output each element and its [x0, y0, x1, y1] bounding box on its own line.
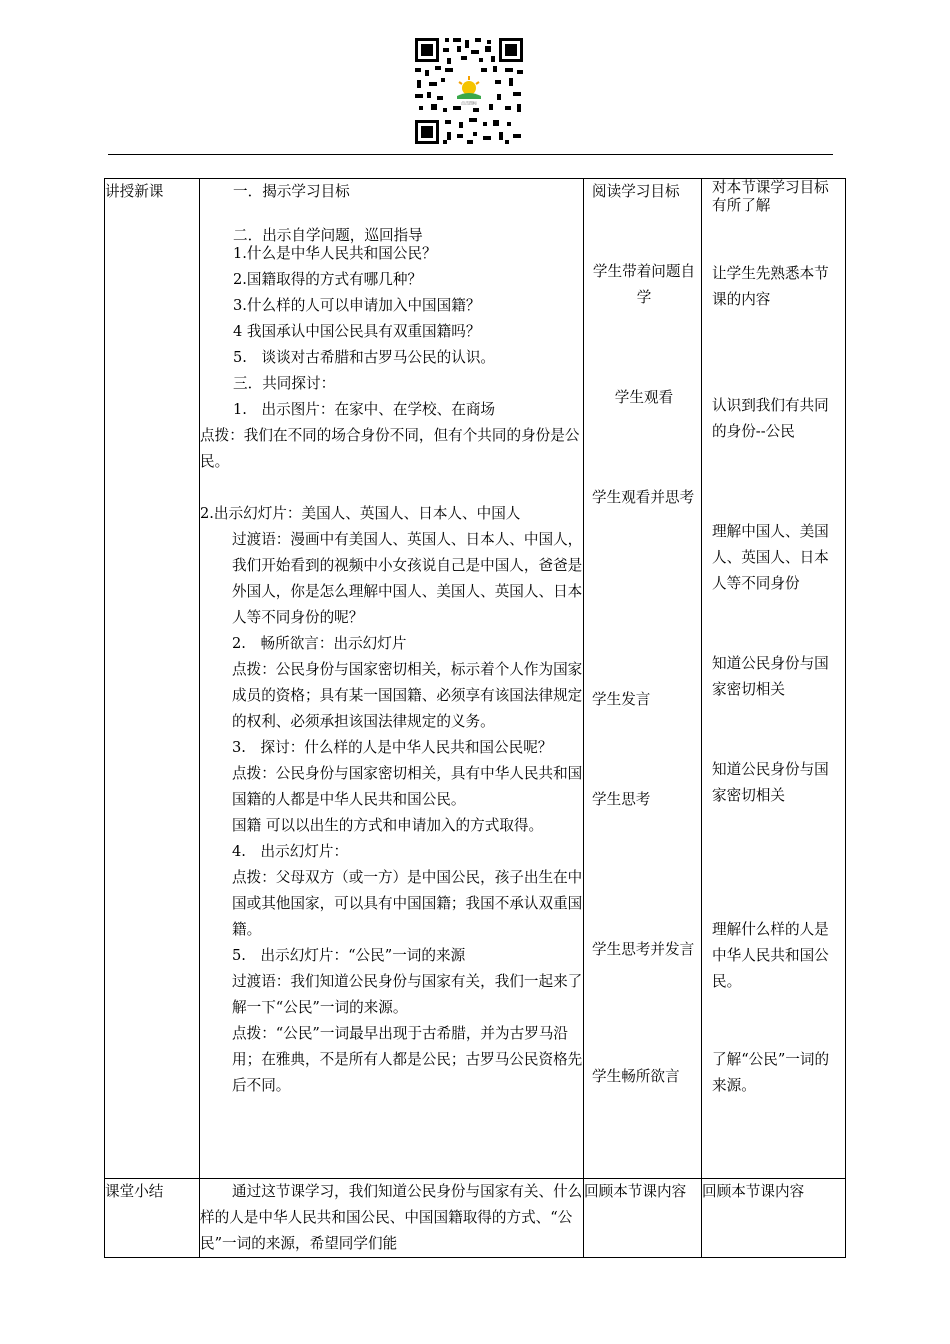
- question-item: 5. 谈谈对古希腊和古罗马公民的认识。: [233, 349, 496, 366]
- transition-text: 过渡语：我们知道公民身份与国家有关，我们一起来了解一下“公民”一词的来源。: [232, 973, 583, 1016]
- table-row: [105, 1179, 846, 1258]
- question-item: 3.什么样的人可以申请加入中国国籍？: [233, 297, 481, 314]
- transition-text: 过渡语：漫画中有美国人、英国人、日本人、中国人，我们开始看到的视频中小女孩说自己是中国人，爸爸是外国人，你是怎么理解中国人、美国人、英国人、日本人等不同身份的呢？: [232, 531, 583, 626]
- step-heading: 三．共同探讨：: [233, 375, 336, 392]
- student-activity: 学生发言: [592, 691, 651, 708]
- activity-item: 5. 出示幻灯片：“公民”一词的来源: [232, 947, 466, 964]
- activity-item: 2. 畅所欲言：出示幻灯片: [232, 635, 407, 652]
- activity-item: 1. 出示图片：在家中、在学校、在商场: [233, 401, 496, 418]
- design-intent: 知道公民身份与国家密切相关: [712, 761, 829, 804]
- section-label: 课堂小结: [105, 1183, 164, 1200]
- student-activity: 学生思考并发言: [592, 941, 695, 958]
- design-intent: 对本节课学习目标有所了解: [712, 179, 829, 214]
- content-cell: [200, 1179, 584, 1258]
- section-label: 讲授新课: [105, 183, 164, 200]
- guidance-text: 点拨：公民身份与国家密切相关，标示着个人作为国家成员的资格；具有某一国国籍、必须享有该国法律规定的权利、必须承担该国法律规定的义务。: [232, 661, 583, 730]
- student-activity: 学生观看并思考: [592, 489, 695, 506]
- student-activity: 学生畅所欲言: [592, 1068, 680, 1085]
- design-intent: 回顾本节课内容: [702, 1183, 805, 1200]
- table-row: [105, 179, 846, 1179]
- design-intent: 让学生先熟悉本节课的内容: [712, 265, 829, 308]
- student-activity: 学生带着问题自学: [592, 263, 696, 306]
- student-activity-cell: [584, 1179, 702, 1258]
- guidance-text: 点拨：“公民”一词最早出现于古希腊，并为古罗马沿用；在雅典，不是所有人都是公民；古罗马公民资格先后不同。: [232, 1025, 583, 1094]
- activity-item: 3. 探讨：什么样的人是中华人民共和国公民呢？: [232, 739, 553, 756]
- summary-text: 通过这节课学习，我们知道公民身份与国家有关、什么样的人是中华人民共和国公民、中国国籍取得的方式、“公民”一词的来源，希望同学们能: [200, 1183, 583, 1252]
- activity-item: 2.出示幻灯片：美国人、英国人、日本人、中国人: [200, 505, 521, 522]
- content-cell: [200, 179, 584, 1179]
- design-intent: 理解什么样的人是中华人民共和国公民。: [712, 921, 829, 990]
- student-activity: 阅读学习目标: [592, 183, 680, 200]
- section-cell: [105, 1179, 200, 1258]
- student-activity: 回顾本节课内容: [584, 1183, 687, 1200]
- design-intent-cell: [702, 179, 846, 1179]
- guidance-text: 点拨：公民身份与国家密切相关，具有中华人民共和国国籍的人都是中华人民共和国公民。: [232, 765, 583, 808]
- section-cell: [105, 179, 200, 1179]
- student-activity-cell: [584, 179, 702, 1179]
- design-intent: 理解中国人、美国人、英国人、日本人等不同身份: [712, 523, 829, 592]
- design-intent: 了解“公民”一词的来源。: [712, 1051, 830, 1094]
- qr-code: [413, 36, 525, 146]
- step-heading: 一．揭示学习目标: [233, 183, 350, 200]
- design-intent: 认识到我们有共同的身份--公民: [712, 397, 829, 440]
- question-item: 4 我国承认中国公民具有双重国籍吗？: [233, 323, 481, 340]
- guidance-text: 国籍 可以以出生的方式和申请加入的方式取得。: [232, 817, 544, 834]
- question-item: 1.什么是中华人民共和国公民？: [233, 245, 437, 262]
- student-activity: 学生思考: [592, 791, 651, 808]
- design-intent-cell: [702, 1179, 846, 1258]
- guidance-text: 点拨：父母双方（或一方）是中国公民，孩子出生在中国或其他国家，可以具有中国国籍；我国不承认双重国籍。: [232, 869, 583, 938]
- lesson-plan-table: [104, 178, 846, 1258]
- activity-item: 4. 出示幻灯片：: [232, 843, 349, 860]
- question-item: 2.国籍取得的方式有哪几种？: [233, 271, 423, 288]
- step-heading: 二．出示自学问题，巡回指导: [233, 227, 423, 244]
- student-activity: 学生观看: [614, 389, 674, 406]
- qr-logo-text: 点击图标: [461, 100, 477, 106]
- design-intent: 知道公民身份与国家密切相关: [712, 655, 829, 698]
- guidance-text: 点拨：我们在不同的场合身份不同，但有个共同的身份是公民。: [200, 427, 580, 470]
- header-rule: [108, 154, 833, 155]
